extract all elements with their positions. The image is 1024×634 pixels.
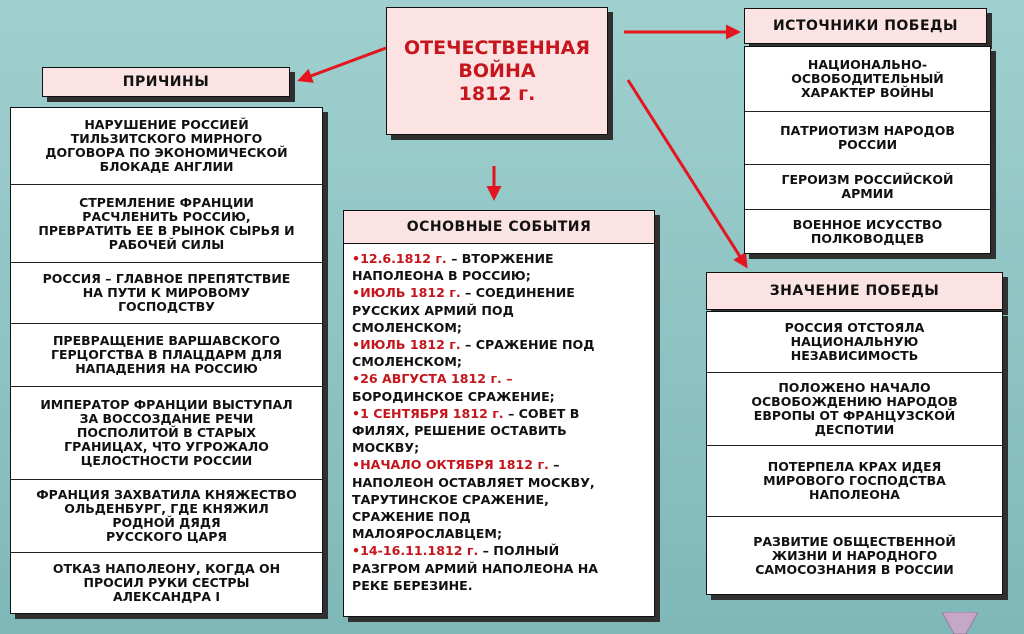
main-title: ОТЕЧЕСТВЕННАЯ ВОЙНА 1812 г.: [404, 36, 590, 105]
sources-header: [744, 8, 987, 44]
event-text: – СОЕДИНЕНИЕ РУССКИХ АРМИЙ ПОД СМОЛЕНСКОМ;: [352, 285, 575, 335]
cause-item: ПРЕВРАЩЕНИЕ ВАРШАВСКОГО ГЕРЦОГСТВА В ПЛАЦДАРМ ДЛЯ НАПАДЕНИЯ НА РОССИЮ: [11, 324, 322, 387]
event-date: 14-16.11.1812 г.: [360, 543, 479, 559]
event-item: [352, 284, 646, 336]
event-date: 1 СЕНТЯБРЯ 1812 г.: [360, 405, 504, 421]
cause-item: ОТКАЗ НАПОЛЕОНУ, КОГДА ОН ПРОСИЛ РУКИ СЕСТРЫ АЛЕКСАНДРА I: [52, 561, 281, 604]
event-text: – СОВЕТ В ФИЛЯХ, РЕШЕНИЕ ОСТАВИТЬ МОСКВУ;: [352, 405, 580, 456]
bullet-icon: •: [352, 543, 361, 559]
cause-item: ИМПЕРАТОР ФРАНЦИИ ВЫСТУПАЛ ЗА ВОССОЗДАНИЕ РЕЧИ ПОСПОЛИТОЙ В СТАРЫХ ГРАНИЦАХ, ЧТО УГРОЖАЛО ЦЕЛОСТНОСТИ РОССИИ: [11, 387, 322, 480]
significance-header-label: ЗНАЧЕНИЕ ПОБЕДЫ: [769, 283, 940, 299]
significance-item: ПОЛОЖЕНО НАЧАЛО ОСВОБОЖДЕНИЮ НАРОДОВ ЕВРОПЫ ОТ ФРАНЦУЗСКОЙ ДЕСПОТИИ: [707, 373, 1002, 446]
causes-header: [42, 67, 290, 97]
bullet-icon: •: [352, 285, 361, 301]
event-text: – ПОЛНЫЙ РАЗГРОМ АРМИЙ НАПОЛЕОНА НА РЕКЕ БЕРЕЗИНЕ.: [352, 543, 599, 593]
event-date: 12.6.1812 г.: [360, 251, 447, 266]
cause-item: ФРАНЦИЯ ЗАХВАТИЛА КНЯЖЕСТВО ОЛЬДЕНБУРГ, ГДЕ КНЯЖИЛ РОДНОЙ ДЯДЯ РУССКОГО ЦАРЯ: [11, 480, 322, 553]
arrow-to-causes: [300, 48, 386, 80]
event-item: [352, 542, 646, 594]
bullet-icon: •: [352, 251, 361, 266]
event-date: НАЧАЛО ОКТЯБРЯ 1812 г.: [360, 457, 549, 473]
bullet-icon: •: [352, 371, 361, 387]
significance-list: [706, 311, 1003, 595]
causes-header-label: ПРИЧИНЫ: [122, 74, 210, 90]
sources-list: [744, 46, 991, 254]
significance-item: РОССИЯ ОТСТОЯЛА НАЦИОНАЛЬНУЮ НЕЗАВИСИМОСТЬ: [707, 312, 1002, 373]
event-date: ИЮЛЬ 1812 г.: [360, 285, 461, 301]
event-text: – ВТОРЖЕНИЕ НАПОЛЕОНА В РОССИЮ;: [352, 251, 554, 284]
decorative-shape: [940, 612, 980, 634]
source-item: ВОЕННОЕ ИСУССТВО ПОЛКОВОДЦЕВ: [792, 216, 943, 246]
event-item: [352, 405, 646, 457]
event-text: – НАПОЛЕОН ОСТАВЛЯЕТ МОСКВУ, ТАРУТИНСКОЕ СРАЖЕНИЕ, СРАЖЕНИЕ ПОД МАЛОЯРОСЛАВЦЕМ;: [352, 457, 595, 542]
cause-item: РОССИЯ – ГЛАВНОЕ ПРЕПЯТСТВИЕ НА ПУТИ К МИРОВОМУ ГОСПОДСТВУ: [11, 263, 322, 324]
events-header-label: ОСНОВНЫЕ СОБЫТИЯ: [406, 219, 592, 235]
events-header: [343, 210, 655, 244]
sources-header-label: ИСТОЧНИКИ ПОБЕДЫ: [772, 18, 959, 34]
source-item: ПАТРИОТИЗМ НАРОДОВ РОССИИ: [745, 112, 990, 165]
event-text: БОРОДИНСКОЕ СРАЖЕНИЕ;: [352, 388, 555, 404]
event-item: [352, 456, 646, 542]
events-list: [343, 243, 655, 617]
source-item: ГЕРОИЗМ РОССИЙСКОЙ АРМИИ: [745, 165, 990, 210]
events-container: [352, 250, 646, 594]
main-title-box: [386, 7, 608, 135]
bullet-icon: •: [352, 337, 361, 353]
significance-item: ПОТЕРПЕЛА КРАХ ИДЕЯ МИРОВОГО ГОСПОДСТВА НАПОЛЕОНА: [707, 446, 1002, 517]
cause-item: СТРЕМЛЕНИЕ ФРАНЦИИ РАСЧЛЕНИТЬ РОССИЮ, ПРЕВРАТИТЬ ЕЕ В РЫНОК СЫРЬЯ И РАБОЧЕЙ СИЛЫ: [11, 185, 322, 263]
significance-header: [706, 272, 1003, 310]
event-item: [352, 250, 646, 284]
event-date: ИЮЛЬ 1812 г.: [360, 337, 461, 353]
source-item: НАЦИОНАЛЬНО- ОСВОБОДИТЕЛЬНЫЙ ХАРАКТЕР ВОЙНЫ: [745, 47, 990, 112]
event-item: [352, 370, 646, 404]
event-item: [352, 336, 646, 370]
cause-item: НАРУШЕНИЕ РОССИЕЙ ТИЛЬЗИТСКОГО МИРНОГО ДОГОВОРА ПО ЭКОНОМИЧЕСКОЙ БЛОКАДЕ АНГЛИИ: [11, 108, 322, 185]
bullet-icon: •: [352, 457, 361, 473]
causes-list: [10, 107, 323, 614]
event-text: – СРАЖЕНИЕ ПОД СМОЛЕНСКОМ;: [352, 337, 595, 370]
significance-item: РАЗВИТИЕ ОБЩЕСТВЕННОЙ ЖИЗНИ И НАРОДНОГО САМОСОЗНАНИЯ В РОССИИ: [753, 533, 956, 577]
bullet-icon: •: [352, 405, 361, 421]
event-date: 26 АВГУСТА 1812 г. –: [360, 371, 513, 387]
